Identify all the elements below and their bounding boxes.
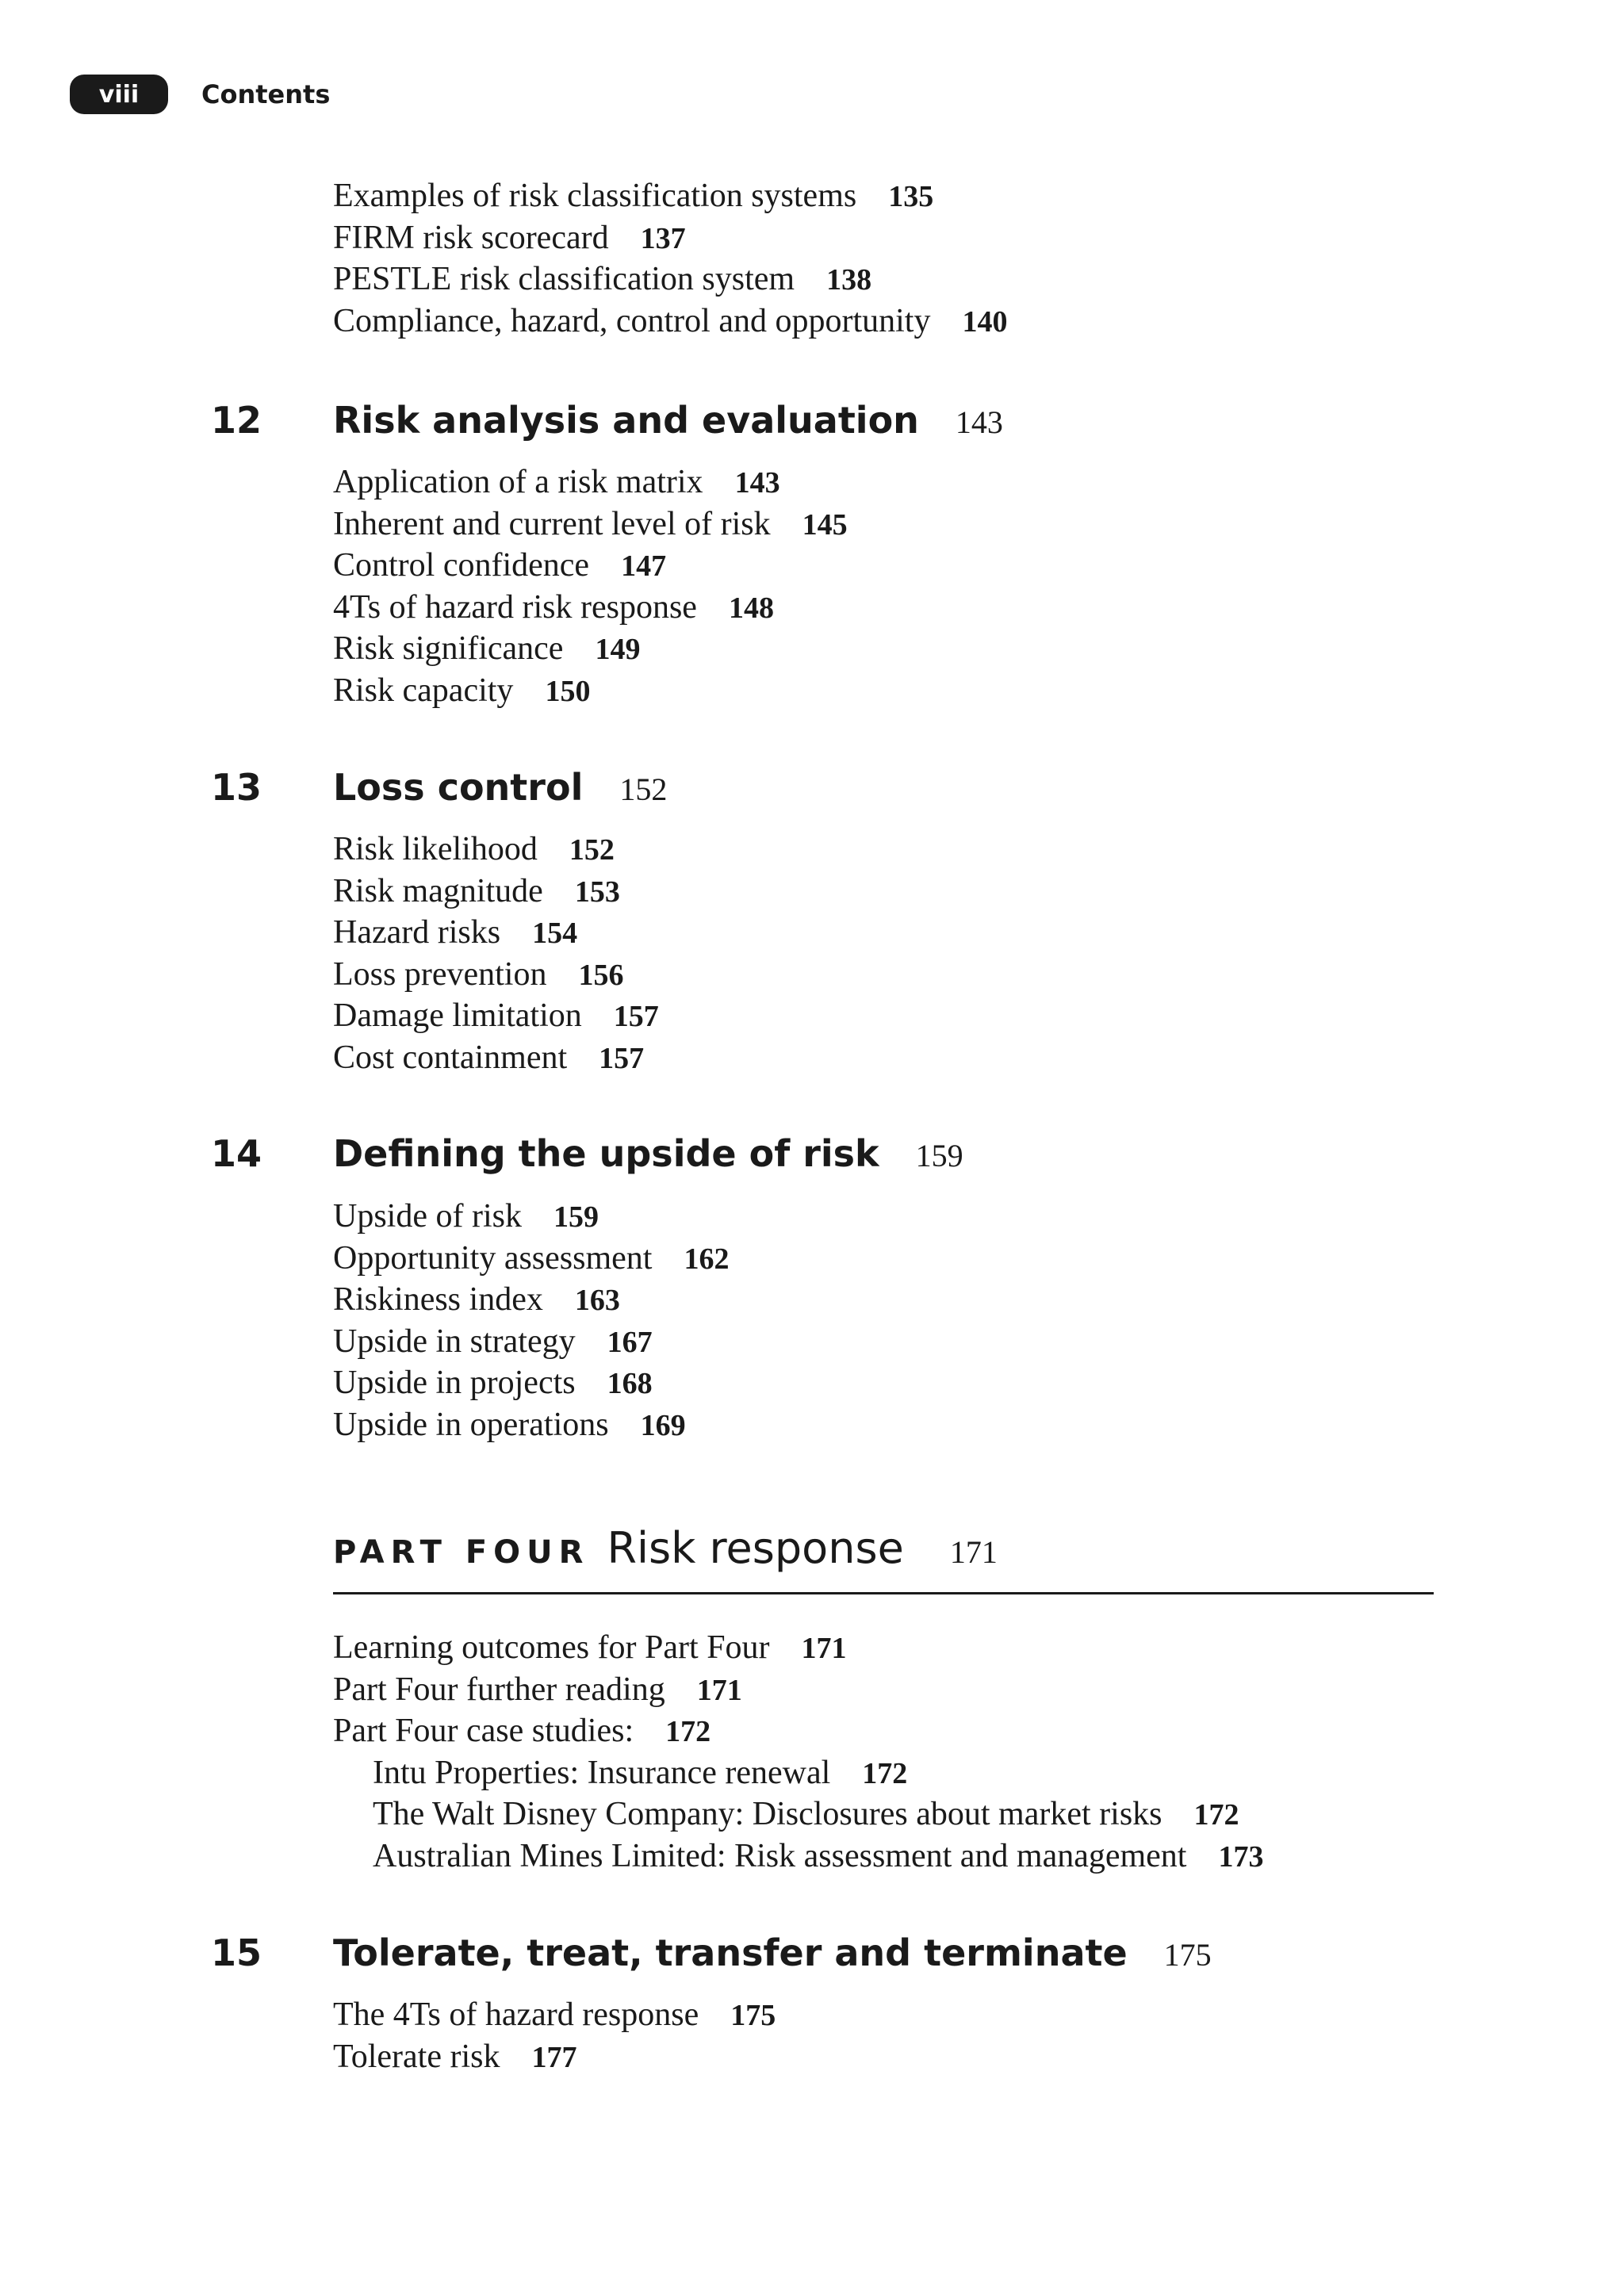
toc-entry[interactable]: Opportunity assessment 162	[333, 1239, 730, 1277]
toc-entry[interactable]: Inherent and current level of risk 145	[333, 505, 848, 542]
running-title: Contents	[201, 79, 331, 109]
toc-entry[interactable]: Application of a risk matrix 143	[333, 464, 780, 500]
chapter-page: 175	[1163, 1937, 1212, 1973]
chapter-page: 152	[619, 771, 668, 807]
toc-entry[interactable]: Upside in projects 168	[333, 1365, 653, 1402]
toc-entry[interactable]: Damage limitation 157	[333, 997, 659, 1035]
chapter-number: 12	[211, 399, 262, 442]
toc-entry[interactable]: Part Four case studies: 172	[333, 1713, 711, 1750]
chapter-15-entries	[333, 1995, 776, 2078]
chapter-page: 143	[955, 404, 1003, 440]
toc-entry-list-continued	[333, 176, 1007, 343]
chapter-heading-12[interactable]	[211, 396, 1559, 444]
toc-entry[interactable]: Hazard risks 154	[333, 914, 578, 951]
chapter-title: Risk analysis and evaluation 143	[333, 399, 1003, 442]
part-four-entries	[333, 1628, 1263, 1878]
toc-entry[interactable]: Control confidence 147	[333, 547, 667, 584]
chapter-14-entries	[333, 1196, 729, 1447]
toc-entry[interactable]: 4Ts of hazard risk response 148	[333, 588, 774, 626]
part-title: Risk response	[607, 1523, 904, 1573]
toc-entry[interactable]: Upside in operations 169	[333, 1406, 686, 1443]
toc-entry[interactable]: Examples of risk classification systems 135	[333, 178, 934, 214]
chapter-heading-15[interactable]	[211, 1929, 1559, 1977]
toc-entry[interactable]: Risk magnitude 153	[333, 872, 620, 909]
toc-entry[interactable]: FIRM risk scorecard 137	[333, 219, 686, 256]
case-study-entry[interactable]: Australian Mines Limited: Risk assessment and management 173	[373, 1837, 1264, 1874]
chapter-page: 159	[915, 1138, 963, 1173]
toc-entry[interactable]: Loss prevention 156	[333, 955, 624, 993]
part-heading[interactable]	[333, 1521, 998, 1576]
toc-entry[interactable]: Riskiness index 163	[333, 1281, 620, 1319]
toc-entry[interactable]: PESTLE risk classification system 138	[333, 261, 872, 298]
toc-entry[interactable]: Part Four further reading 171	[333, 1671, 742, 1708]
chapter-heading-14[interactable]	[211, 1130, 1559, 1177]
toc-entry[interactable]: The 4Ts of hazard response 175	[333, 1996, 776, 2033]
toc-entry[interactable]: Tolerate risk 177	[333, 2038, 577, 2075]
toc-entry[interactable]: Risk capacity 150	[333, 672, 591, 709]
toc-entry[interactable]: Upside in strategy 167	[333, 1323, 653, 1360]
case-study-entry[interactable]: Intu Properties: Insurance renewal 172	[373, 1754, 908, 1791]
toc-entry[interactable]: Cost containment 157	[333, 1039, 645, 1076]
chapter-title: Defining the upside of risk 159	[333, 1132, 963, 1175]
toc-entry[interactable]: Upside of risk 159	[333, 1198, 599, 1235]
chapter-title: Loss control 152	[333, 766, 668, 809]
toc-entry[interactable]: Risk significance 149	[333, 630, 641, 668]
chapter-number: 13	[211, 766, 262, 809]
toc-entry[interactable]: Risk likelihood 152	[333, 831, 615, 867]
toc-entry[interactable]: Learning outcomes for Part Four 171	[333, 1629, 847, 1666]
case-study-entry[interactable]: The Walt Disney Company: Disclosures about market risks 172	[373, 1796, 1239, 1833]
running-head	[70, 75, 330, 114]
toc-entry[interactable]: Compliance, hazard, control and opportunity 140	[333, 302, 1008, 339]
page-number-badge: viii	[70, 75, 168, 114]
chapter-12-entries	[333, 462, 848, 713]
chapter-number: 14	[211, 1132, 262, 1175]
chapter-number: 15	[211, 1931, 262, 1974]
chapter-title: Tolerate, treat, transfer and terminate 175	[333, 1931, 1212, 1974]
part-divider	[333, 1592, 1434, 1594]
part-label: PART FOUR	[333, 1534, 590, 1571]
part-page: 171	[949, 1534, 998, 1570]
chapter-heading-13[interactable]	[211, 764, 1559, 811]
chapter-13-entries	[333, 829, 659, 1080]
